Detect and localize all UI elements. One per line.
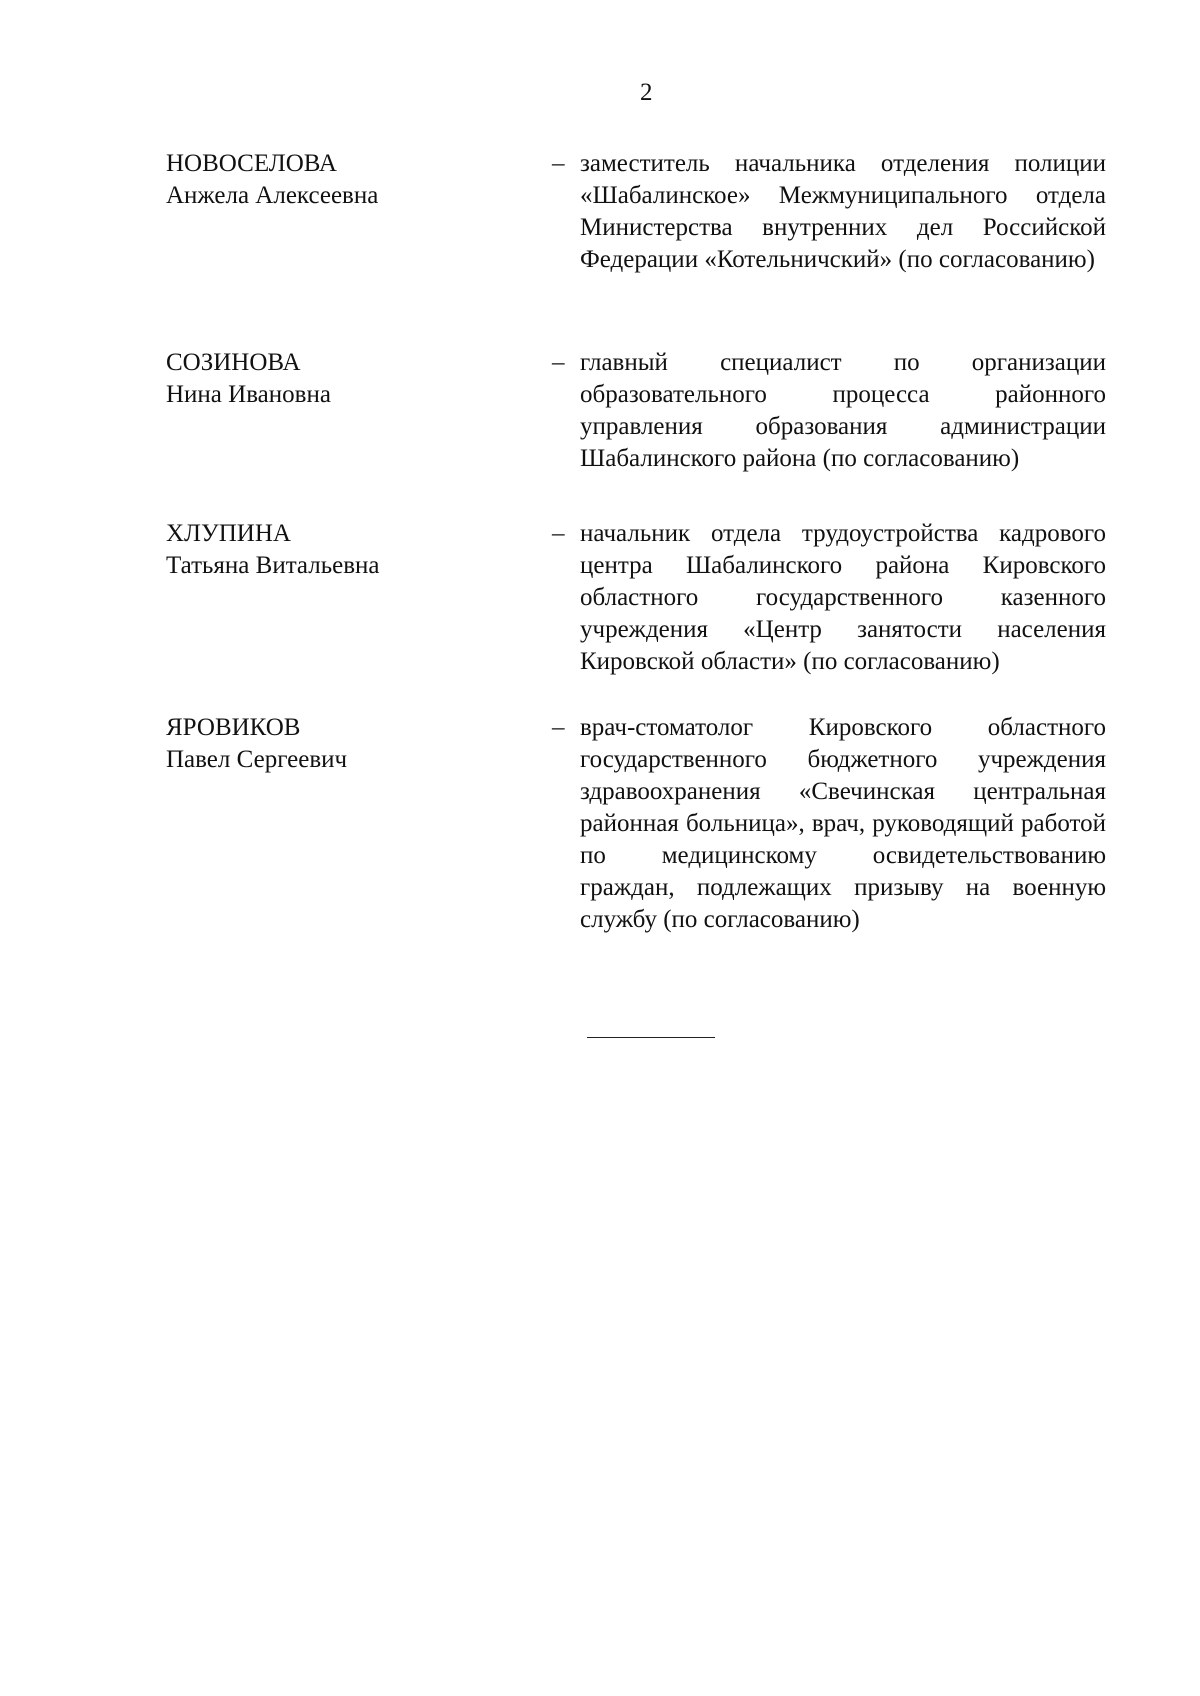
page-number: 2 (640, 79, 653, 106)
closing-rule (587, 1037, 715, 1038)
member-given-names: Татьяна Витальевна (166, 552, 380, 579)
entry-dash: – (552, 349, 565, 376)
member-position: врач-стоматолог Кировского областного государственного бюджетного учреждения здравоохранения «Свечинская центральная районная больница», врач, руководящий работой по медицинскому освидетельствованию граждан, подлежащих призыву на военную службу (по согласованию) (580, 714, 1106, 933)
member-name (166, 347, 546, 411)
member-given-names: Нина Ивановна (166, 381, 331, 408)
entry-dash: – (552, 150, 565, 177)
member-position: главный специалист по организации образовательного процесса районного управления образования администрации Шабалинского района (по согласованию) (580, 349, 1106, 472)
member-surname: НОВОСЕЛОВА (166, 150, 337, 177)
member-surname: ХЛУПИНА (166, 520, 291, 547)
entry-dash: – (552, 520, 565, 547)
member-position: начальник отдела трудоустройства кадрового центра Шабалинского района Кировского областного государственного казенного учреждения «Центр занятости населения Кировской области» (по согласованию) (580, 520, 1106, 675)
member-surname: ЯРОВИКОВ (166, 714, 301, 741)
member-surname: СОЗИНОВА (166, 349, 301, 376)
member-name (166, 148, 546, 212)
member-given-names: Павел Сергеевич (166, 746, 348, 773)
member-given-names: Анжела Алексеевна (166, 182, 379, 209)
member-name (166, 518, 546, 582)
entry-dash: – (552, 714, 565, 741)
member-name (166, 712, 546, 776)
member-position: заместитель начальника отделения полиции «Шабалинское» Межмуниципального отдела Министерства внутренних дел Российской Федерации «Котельничский» (по согласованию) (580, 150, 1106, 273)
